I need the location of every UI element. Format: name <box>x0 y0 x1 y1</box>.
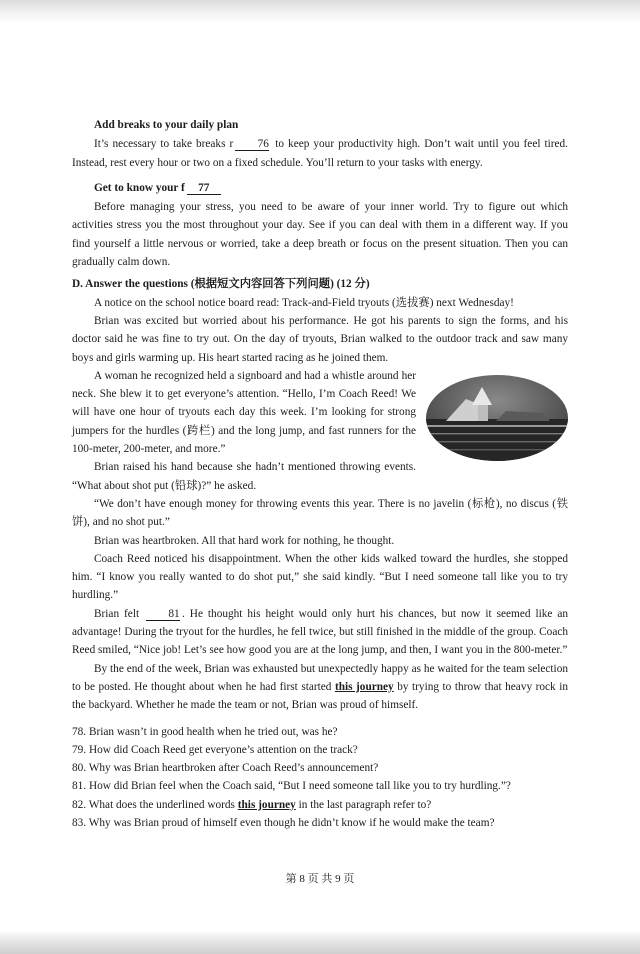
section-heading-breaks: Add breaks to your daily plan <box>94 119 239 131</box>
paragraph-breaks: It’s necessary to take breaks r 76 to keep your productivity high. Don’t wait until you feel tired. Instead, rest every hour or two on a fixed schedule. You’ll return to your tasks with energy. <box>72 138 569 169</box>
paragraph-no-money: “We don’t have enough money for throwing events this year. There is no javelin (标枪), no discus (铁饼), and no shot put.” <box>72 497 568 529</box>
blank-81: 81 <box>146 608 180 621</box>
paragraph-brian-felt: Brian felt 81 . He thought his height would only hurt his chances, but now it seemed like an advantage! During the tryout for the hurdles, he fell twice, but still finished in the middle of the group. Coach Reed smiled, “Nice job! Let’s see how good you are at the long jump, and then, I want you in the 800-meter.” <box>72 607 568 657</box>
question-81: 81. How did Brian feel when the Coach said, “But I need someone tall like you to try hurdling.”? <box>72 780 511 793</box>
underlined-phrase: this journey <box>334 680 394 693</box>
question-78: 78. Brian wasn’t in good health when he tried out, was he? <box>72 725 338 738</box>
blank-77: 77 <box>187 182 221 195</box>
paragraph-inner-world: Before managing your stress, you need to be aware of your inner world. Try to figure out which activities stress you the most throughout your day. See if you can deal with them in a different way. If you find yourself a little nervous or worried, take a deep breath or focus on the present situation. Then you can gradually calm down. <box>72 201 568 269</box>
question-79: 79. How did Coach Reed get everyone’s attention on the track? <box>72 743 358 756</box>
paragraph-shot-put: Brian raised his hand because she hadn’t mentioned throwing events. “What about shot put (铅球)?” he asked. <box>72 461 416 492</box>
page-number: 第 8 页 共 9 页 <box>285 873 355 885</box>
stadium-photo <box>426 375 568 461</box>
paragraph-brian-excited: Brian was excited but worried about his performance. He got his parents to sign the forms, and his doctor said he was fine to try out. On the day of tryouts, Brian walked to the outdoor track and saw many boys and girls warming up. His heart started racing as he joined them. <box>72 314 568 364</box>
question-83: 83. Why was Brian proud of himself even though he didn’t know if he would make the team? <box>72 816 495 829</box>
paragraph-coach-reed: A woman he recognized held a signboard and had a whistle around her neck. She blew it to get everyone’s attention. “Hello, I’m Coach Reed! We will have one hour of tryouts each day this week. I’m looking for strong jumpers for the hurdles (跨栏) and the long jump, and fast runners for the 100-meter, 200-meter, and more.” <box>72 369 416 456</box>
section-d-heading: D. Answer the questions (根据短文内容回答下列问题) (12 分) <box>72 278 370 291</box>
page-top-edge <box>0 0 640 24</box>
page-bottom-edge <box>0 930 640 954</box>
paragraph-notice: A notice on the school notice board read: Track-and-Field tryouts (选拔赛) next Wednesday! <box>94 296 514 309</box>
question-80: 80. Why was Brian heartbroken after Coach Reed’s announcement? <box>72 762 379 775</box>
paragraph-disappointment: Coach Reed noticed his disappointment. When the other kids walked toward the hurdles, she stopped him. “I know you really wanted to do shot put,” she said kindly. “But I need someone tall like you to try hurdling.” <box>72 552 568 602</box>
section-heading-know-yourself: Get to know your f 77 <box>72 179 568 197</box>
document-body <box>72 116 568 832</box>
paragraph-heartbroken: Brian was heartbroken. All that hard work for nothing, he thought. <box>94 534 395 547</box>
question-82: 82. What does the underlined words this journey in the last paragraph refer to? <box>72 798 432 811</box>
paragraph-end-of-week: By the end of the week, Brian was exhausted but unexpectedly happy as he waited for the team selection to be posted. He thought about when he had first started this journey by trying to throw that heavy rock in the backyard. Whether he made the team or not, Brian was proud of himself. <box>72 662 568 712</box>
underlined-phrase: this journey <box>237 798 296 811</box>
blank-76: 76 <box>235 138 269 151</box>
question-list <box>72 723 568 833</box>
